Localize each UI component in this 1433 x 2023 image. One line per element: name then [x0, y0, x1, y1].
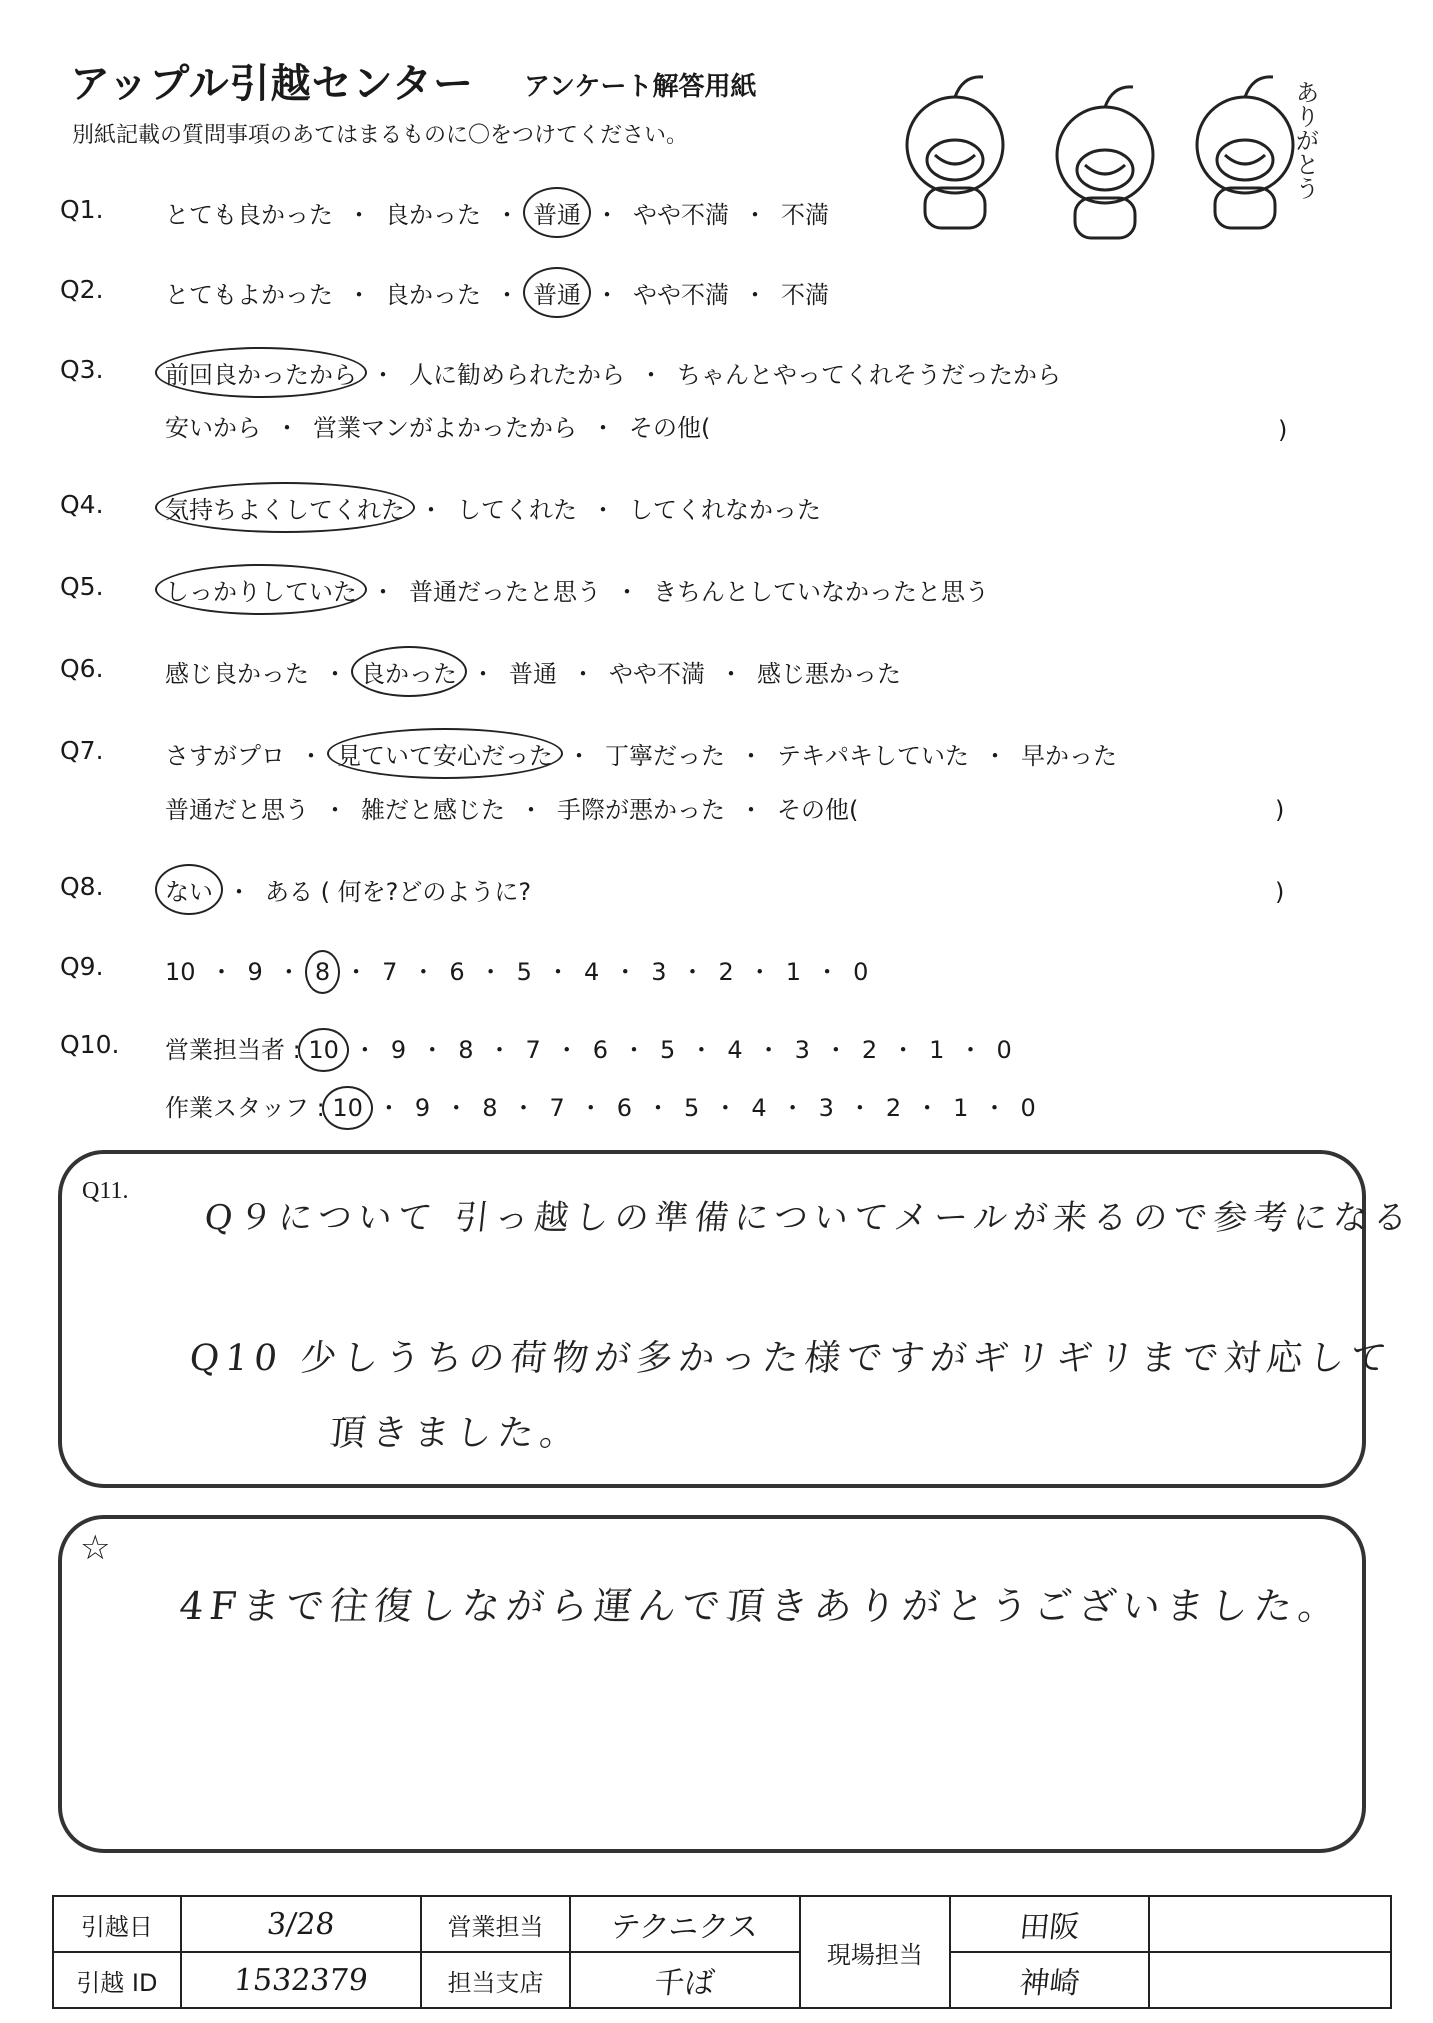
q10-sales-options: 営業担当者 : 10 ・ 9 ・ 8 ・ 7 ・ 6 ・ 5 ・ 4 ・ 3 ・ 2 ・ 1 ・ 0 [165, 1030, 1012, 1065]
q10-staff-options: 作業スタッフ : 10 ・ 9 ・ 8 ・ 7 ・ 6 ・ 5 ・ 4 ・ 3 ・ 2 ・ 1 ・ 0 [165, 1088, 1036, 1123]
free-comment-handwritten: 4Fまで往復しながら運んで頂きありがとうございました。 [177, 1584, 1345, 1628]
q11-handwritten-line2: Q10 少しうちの荷物が多かった様ですがギリギリまで対応して [187, 1338, 1395, 1379]
site-staff-label: 現場担当 [800, 1896, 950, 2008]
q9-label: Q9. [60, 952, 104, 981]
q6-option[interactable]: やや不満 [609, 660, 705, 688]
move-date-value: 3/28 [178, 1896, 424, 1952]
q9-option[interactable]: 3 [651, 958, 667, 986]
q5-option[interactable]: きちんとしていなかったと思う [653, 578, 989, 606]
company-title: アップル引越センター [70, 61, 474, 107]
move-id-value: 1532379 [178, 1952, 424, 2008]
q2-options: とてもよかった ・ 良かった ・ 普通 ・ やや不満 ・ 不満 [165, 275, 829, 310]
site-staff-value-1: 田阪 [947, 1896, 1153, 1952]
q10-sales-option[interactable]: 8 [458, 1036, 474, 1064]
q7-option[interactable]: 丁寧だった [605, 742, 725, 770]
q2-label: Q2. [60, 275, 104, 304]
q7-options-row2: 普通だと思う ・ 雑だと感じた ・ 手際が悪かった ・ その他( [165, 790, 858, 825]
q10-staff-option[interactable]: 6 [616, 1094, 633, 1122]
q8-label: Q8. [60, 872, 104, 901]
q6-option[interactable]: 感じ悪かった [757, 660, 901, 688]
q8-options: ない ・ ある ( 何を?どのように? [165, 872, 531, 907]
q7-close-paren: ) [1275, 796, 1285, 824]
q10-staff-option[interactable]: 4 [751, 1094, 767, 1122]
q9-option[interactable]: 2 [718, 958, 734, 986]
q2-option[interactable]: 不満 [781, 281, 829, 309]
q4-option[interactable]: してくれた [457, 496, 577, 524]
q10-sales-option[interactable]: 4 [727, 1036, 743, 1064]
q10-sales-option[interactable]: 2 [861, 1036, 878, 1064]
free-comment-box [58, 1515, 1366, 1853]
q3-options-row2: 安いから ・ 営業マンがよかったから ・ その他( [165, 408, 710, 443]
q1-option[interactable]: 良かった [385, 201, 481, 229]
q9-option[interactable]: 6 [449, 958, 465, 986]
q10-staff-option[interactable]: 2 [885, 1094, 902, 1122]
q8-close-paren: ) [1275, 878, 1285, 906]
q10-sales-option-selected[interactable]: 10 [308, 1036, 339, 1064]
move-date-label: 引越日 [53, 1896, 181, 1952]
q3-option[interactable]: 営業マンがよかったから [313, 414, 577, 442]
q5-option[interactable]: 普通だったと思う [409, 578, 601, 606]
q1-option[interactable]: 不満 [781, 201, 829, 229]
q9-option-selected[interactable]: 8 [315, 958, 330, 986]
q7-option[interactable]: その他( [777, 796, 859, 824]
q6-options: 感じ良かった ・ 良かった ・ 普通 ・ やや不満 ・ 感じ悪かった [165, 654, 901, 689]
q3-option[interactable]: ちゃんとやってくれそうだったから [677, 361, 1061, 389]
q10-staff-option-selected[interactable]: 10 [332, 1094, 363, 1122]
q9-option[interactable]: 4 [583, 958, 600, 986]
q1-options: とても良かった ・ 良かった ・ 普通 ・ やや不満 ・ 不満 [165, 195, 829, 230]
q3-label: Q3. [60, 355, 104, 384]
form-subtitle: アンケート解答用紙 [524, 72, 757, 102]
move-info-table [52, 1895, 1392, 2009]
q11-label: Q11. [82, 1178, 129, 1204]
q10-sales-label: 営業担当者 : [165, 1036, 301, 1064]
q7-option[interactable]: 手際が悪かった [557, 796, 725, 824]
q10-staff-option[interactable]: 3 [818, 1094, 834, 1122]
q2-option[interactable]: やや不満 [633, 281, 729, 309]
q9-option[interactable]: 9 [247, 958, 263, 986]
q9-option[interactable]: 10 [165, 958, 196, 986]
q5-label: Q5. [60, 572, 104, 601]
q9-option[interactable]: 0 [853, 958, 869, 986]
mascot-illustration [880, 60, 1320, 240]
q7-label: Q7. [60, 736, 104, 765]
q11-handwritten-line3: 頂きました。 [327, 1413, 584, 1454]
q3-options: 前回良かったから ・ 人に勧められたから ・ ちゃんとやってくれそうだったから [165, 355, 1061, 390]
q10-sales-option[interactable]: 1 [929, 1036, 945, 1064]
q1-option[interactable]: やや不満 [633, 201, 729, 229]
q10-sales-option[interactable]: 0 [996, 1036, 1012, 1064]
q10-sales-option[interactable]: 9 [390, 1036, 407, 1064]
q10-staff-option[interactable]: 8 [482, 1094, 498, 1122]
star-mark: ☆ [80, 1528, 111, 1568]
q2-option[interactable]: とてもよかった [165, 281, 333, 309]
q7-option[interactable]: 早かった [1021, 742, 1117, 770]
q3-close-paren: ) [1278, 416, 1288, 444]
q3-option-selected[interactable]: 前回良かったから [165, 355, 357, 390]
q2-option-selected[interactable]: 普通 [533, 275, 581, 310]
q6-label: Q6. [60, 654, 104, 683]
q3-option[interactable]: 安いから [165, 414, 261, 442]
q7-option[interactable]: テキパキしていた [777, 742, 969, 770]
q8-option[interactable]: ある ( 何を?どのように? [265, 878, 532, 906]
q9-option[interactable]: 1 [785, 958, 802, 986]
q4-option[interactable]: してくれなかった [629, 496, 821, 524]
q1-option-selected[interactable]: 普通 [533, 195, 581, 230]
q2-option[interactable]: 良かった [385, 281, 481, 309]
q4-option-selected[interactable]: 気持ちよくしてくれた [165, 490, 405, 525]
q10-staff-option[interactable]: 9 [414, 1094, 431, 1122]
q10-label: Q10. [60, 1030, 120, 1059]
q11-handwritten-line1: Q９について 引っ越しの準備についてメールが来るので参考になる [202, 1198, 1416, 1238]
q6-option[interactable]: 感じ良かった [165, 660, 309, 688]
instruction-text: 別紙記載の質問事項のあてはまるものに〇をつけてください。 [72, 123, 689, 148]
site-staff-empty-1 [1149, 1896, 1391, 1952]
q1-label: Q1. [60, 195, 104, 224]
q4-label: Q4. [60, 490, 104, 519]
site-staff-value-2: 神崎 [947, 1952, 1153, 2008]
q9-options: 10 ・ 9 ・ 8 ・ 7 ・ 6 ・ 5 ・ 4 ・ 3 ・ 2 ・ 1 ・ 0 [165, 952, 868, 987]
q10-staff-option[interactable]: 0 [1020, 1094, 1036, 1122]
q10-sales-option[interactable]: 7 [525, 1036, 541, 1064]
q7-options: さすがプロ ・ 見ていて安心だった ・ 丁寧だった ・ テキパキしていた ・ 早かった [165, 736, 1117, 771]
site-staff-empty-2 [1149, 1952, 1391, 2008]
q10-staff-option[interactable]: 7 [549, 1094, 565, 1122]
q6-option[interactable]: 普通 [509, 660, 557, 688]
q8-option-selected[interactable]: ない [165, 872, 213, 907]
q10-staff-option[interactable]: 1 [953, 1094, 969, 1122]
q7-option[interactable]: さすがプロ [165, 742, 285, 770]
q9-option[interactable]: 7 [382, 958, 398, 986]
sales-rep-value: テクニクス [567, 1896, 802, 1952]
branch-label: 担当支店 [421, 1952, 571, 2008]
q7-option[interactable]: 普通だと思う [165, 796, 309, 824]
q10-staff-label: 作業スタッフ : [165, 1094, 325, 1122]
q7-option[interactable]: 雑だと感じた [361, 796, 505, 824]
q10-sales-option[interactable]: 3 [794, 1036, 810, 1064]
q10-sales-option[interactable]: 5 [660, 1036, 676, 1064]
thanks-text: ありがとう [1291, 80, 1319, 200]
q9-option[interactable]: 5 [516, 958, 532, 986]
q1-option[interactable]: とても良かった [165, 201, 333, 229]
q4-options: 気持ちよくしてくれた ・ してくれた ・ してくれなかった [165, 490, 821, 525]
q7-option-selected[interactable]: 見ていて安心だった [337, 736, 553, 771]
q5-option-selected[interactable]: しっかりしていた [165, 572, 357, 607]
q5-options: しっかりしていた ・ 普通だったと思う ・ きちんとしていなかったと思う [165, 572, 989, 607]
q3-option[interactable]: その他( [629, 414, 711, 442]
branch-value: 千ば [567, 1952, 802, 2008]
q10-staff-option[interactable]: 5 [684, 1094, 700, 1122]
q6-option-selected[interactable]: 良かった [361, 654, 457, 689]
move-id-label: 引越 ID [53, 1952, 181, 2008]
sales-rep-label: 営業担当 [421, 1896, 571, 1952]
q10-sales-option[interactable]: 6 [592, 1036, 609, 1064]
q3-option[interactable]: 人に勧められたから [409, 361, 625, 389]
